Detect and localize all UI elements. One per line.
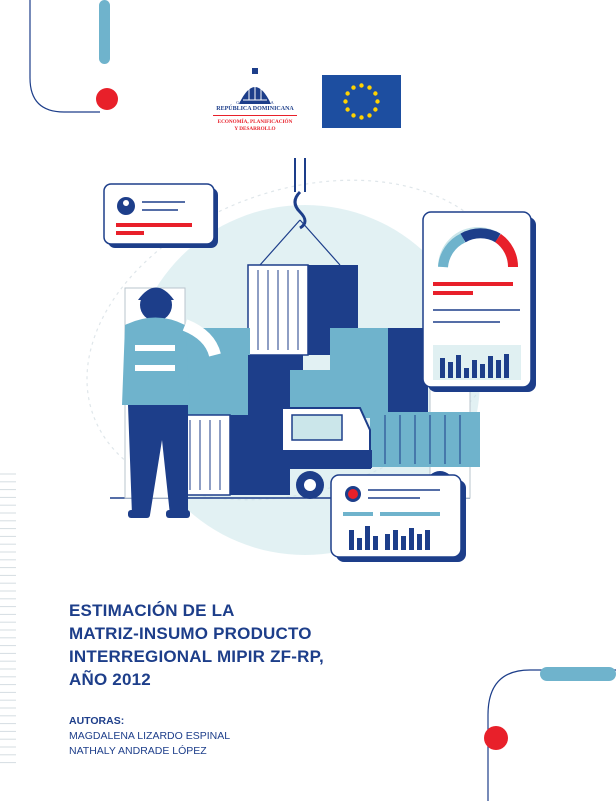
- authors-block: [69, 715, 369, 759]
- bottom-right-decoration: [470, 660, 616, 801]
- eu-star: [359, 83, 363, 87]
- eu-star: [375, 99, 379, 103]
- eu-star: [351, 85, 355, 89]
- red-dot-bottom: [484, 726, 508, 750]
- eu-star: [367, 113, 371, 117]
- cover-illustration: [70, 150, 550, 570]
- document-title: [69, 599, 399, 691]
- gov-logo: [205, 66, 305, 136]
- title-line-1: ESTIMACIÓN DE LA: [69, 601, 235, 620]
- ministry-line2: Y DESARROLLO: [234, 126, 276, 132]
- eu-star: [345, 107, 349, 111]
- gov-main-text: REPÚBLICA DOMINICANA: [216, 106, 294, 112]
- top-left-decoration: [0, 0, 140, 120]
- eu-star: [343, 99, 347, 103]
- eu-star: [351, 113, 355, 117]
- eu-flag-icon: [322, 75, 401, 128]
- eu-star: [373, 91, 377, 95]
- eu-star: [345, 91, 349, 95]
- logo-divider: [213, 115, 297, 116]
- eu-star: [359, 115, 363, 119]
- title-line-2: MATRIZ-INSUMO PRODUCTO: [69, 624, 312, 643]
- eu-star: [367, 85, 371, 89]
- side-ticks: [0, 472, 22, 772]
- ministry-line1: ECONOMÍA, PLANIFICACIÓN: [217, 119, 293, 125]
- author-name: MAGDALENA LIZARDO ESPINAL: [69, 730, 231, 742]
- author-name: NATHALY ANDRADE LÓPEZ: [69, 745, 207, 757]
- gov-top-text: GOBIERNO DE LA: [236, 100, 274, 105]
- red-dot-top: [96, 88, 118, 110]
- title-line-4: AÑO 2012: [69, 670, 151, 689]
- eu-star: [373, 107, 377, 111]
- title-line-3: INTERREGIONAL MIPIR ZF-RP,: [69, 647, 324, 666]
- authors-label: AUTORAS:: [69, 715, 125, 727]
